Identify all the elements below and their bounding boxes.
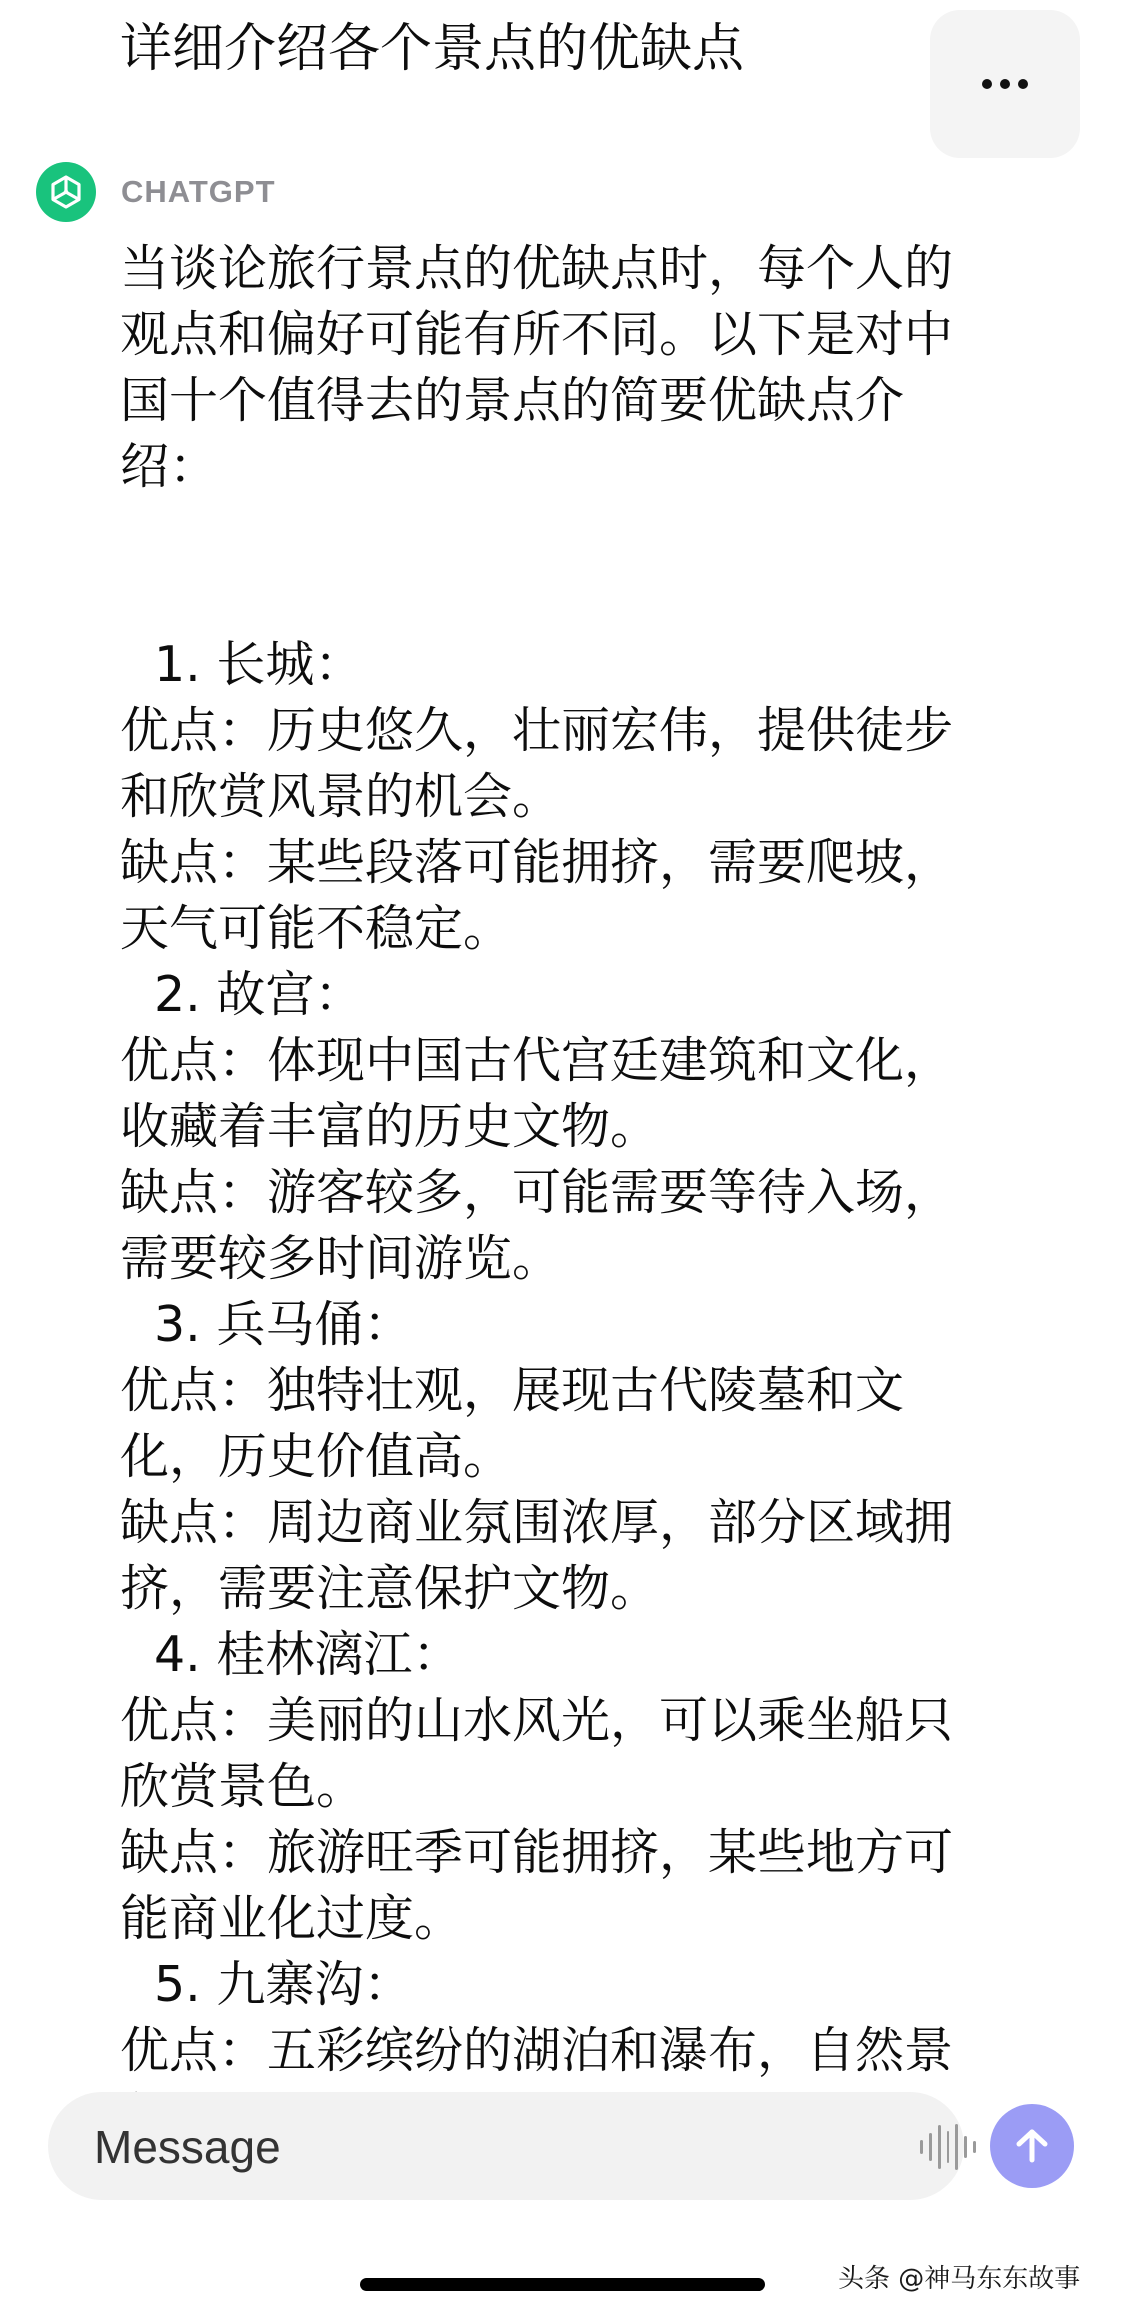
more-options-button[interactable] [930,10,1080,158]
list-item-line: 化，历史价值高。 [120,1428,513,1485]
more-options-icon [982,79,992,89]
list-item-title: 5. 九寨沟： [154,1956,413,2013]
home-indicator[interactable] [360,2278,765,2291]
openai-logo-icon [36,162,96,222]
assistant-name: CHATGPT [121,174,276,209]
list-item-line: 需要较多时间游览。 [120,1230,562,1287]
list-item-line: 和欣赏风景的机会。 [120,768,562,825]
paragraph-gap [120,566,1020,632]
list-item-line: 缺点：某些段落可能拥挤，需要爬坡， [120,834,954,891]
assistant-reply [120,236,1020,2079]
list-item-line: 能商业化过度。 [120,1890,464,1947]
voice-waveform-icon[interactable] [920,2122,976,2172]
reply-intro-line: 绍： [120,438,219,495]
list-item-line: 缺点：周边商业氛围浓厚，部分区域拥 [120,1494,954,1551]
list-item-line: 优点：独特壮观，展现古代陵墓和文 [120,1362,905,1419]
more-options-dot [1000,79,1010,89]
more-options-dot [1018,79,1028,89]
list-item-line: 收藏着丰富的历史文物。 [120,1098,660,1155]
reply-intro-line: 当谈论旅行景点的优缺点时，每个人的 [120,240,954,297]
assistant-header [36,162,276,222]
list-item-title: 3. 兵马俑： [154,1296,413,1353]
message-input[interactable] [92,2112,876,2182]
reply-intro-line: 观点和偏好可能有所不同。以下是对中 [120,306,954,363]
list-item-line: 优点：体现中国古代宫廷建筑和文化， [120,1032,954,1089]
list-item-line: 挤，需要注意保护文物。 [120,1560,660,1617]
list-item-line: 欣赏景色。 [120,1758,366,1815]
send-button[interactable] [990,2104,1074,2188]
waveform-bar [938,2125,941,2169]
waveform-bar [973,2141,976,2153]
list-item-line: 优点：美丽的山水风光，可以乘坐船只 [120,1692,954,1749]
list-item-line: 优点：五彩缤纷的湖泊和瀑布，自然景 [120,2022,954,2079]
list-item-line: 天气可能不稳定。 [120,900,513,957]
user-message: 详细介绍各个景点的优缺点 [120,19,745,79]
paragraph-gap [120,500,1020,566]
list-item-line: 优点：历史悠久，壮丽宏伟，提供徒步 [120,702,954,759]
waveform-bar [955,2124,958,2170]
list-item-title: 2. 故宫： [154,966,364,1023]
waveform-bar [947,2131,950,2163]
list-item-title: 1. 长城： [154,636,364,693]
waveform-bar [920,2140,923,2154]
list-item-title: 4. 桂林漓江： [154,1626,462,1683]
message-composer[interactable] [48,2092,964,2200]
send-arrow-up-icon [1010,2124,1054,2168]
waveform-bar [964,2136,967,2158]
reply-intro-line: 国十个值得去的景点的简要优缺点介 [120,372,905,429]
list-item-line: 缺点：旅游旺季可能拥挤，某些地方可 [120,1824,954,1881]
waveform-bar [929,2133,932,2161]
list-item-line: 缺点：游客较多，可能需要等待入场， [120,1164,954,1221]
watermark: 头条 @神马东东故事 [838,2264,1081,2294]
